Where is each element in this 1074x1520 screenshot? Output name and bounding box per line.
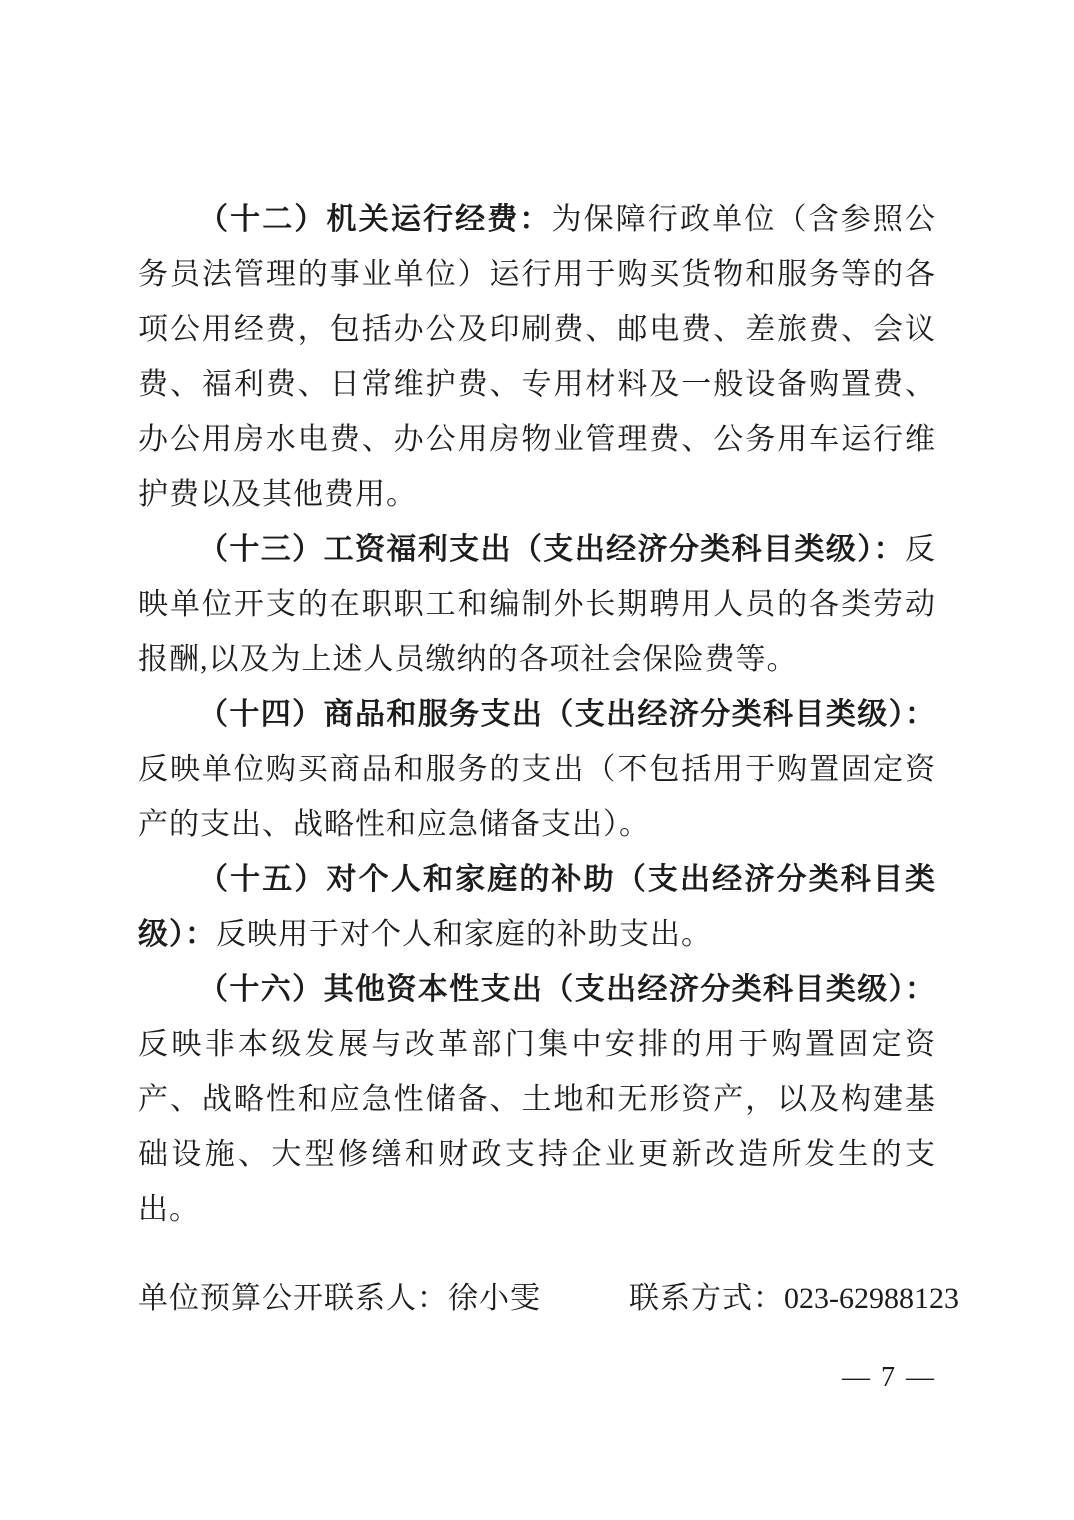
paragraph-item-15 bbox=[138, 852, 936, 962]
paragraph-15-heading: （十五）对个人和家庭的补助（支出经济分类科目类级）： bbox=[138, 863, 936, 951]
document-body bbox=[138, 0, 959, 1326]
contact-person-name: 徐小雯 bbox=[448, 1282, 541, 1315]
paragraph-12-heading: （十二）机关运行经费： bbox=[198, 203, 552, 236]
contact-person-label: 单位预算公开联系人： bbox=[138, 1282, 448, 1315]
paragraph-item-13 bbox=[138, 522, 936, 687]
paragraph-15-text: 反映用于对个人和家庭的补助支出。 bbox=[216, 918, 712, 951]
paragraph-item-12 bbox=[138, 192, 936, 522]
paragraph-14-text: 反映单位购买商品和服务的支出（不包括用于购置固定资产的支出、战略性和应急储备支出）。 bbox=[138, 753, 936, 841]
contact-phone-number: 023-62988123 bbox=[784, 1282, 959, 1315]
paragraph-16-text: 反映非本级发展与改革部门集中安排的用于购置固定资产、战略性和应急性储备、土地和无形资产，以及构建基础设施、大型修缮和财政支持企业更新改造所发生的支出。 bbox=[138, 1028, 936, 1226]
paragraph-item-14 bbox=[138, 687, 936, 852]
paragraph-13-text: 反映单位开支的在职职工和编制外长期聘用人员的各类劳动报酬,以及为上述人员缴纳的各项社会保险费等。 bbox=[138, 533, 936, 676]
paragraph-16-heading: （十六）其他资本性支出（支出经济分类科目类级）： bbox=[198, 973, 936, 1006]
contact-line bbox=[138, 1271, 959, 1326]
page-number: — 7 — bbox=[842, 1362, 936, 1393]
paragraph-14-heading: （十四）商品和服务支出（支出经济分类科目类级）： bbox=[198, 698, 936, 731]
paragraph-12-text: 为保障行政单位（含参照公务员法管理的事业单位）运行用于购买货物和服务等的各项公用经费，包括办公及印刷费、邮电费、差旅费、会议费、福利费、日常维护费、专用材料及一般设备购置费、办公用房水电费、办公用房物业管理费、公务用车运行维护费以及其他费用。 bbox=[138, 203, 936, 511]
paragraph-item-16 bbox=[138, 962, 936, 1237]
contact-method-label: 联系方式： bbox=[629, 1282, 784, 1315]
paragraph-13-heading: （十三）工资福利支出（支出经济分类科目类级）： bbox=[198, 533, 905, 566]
